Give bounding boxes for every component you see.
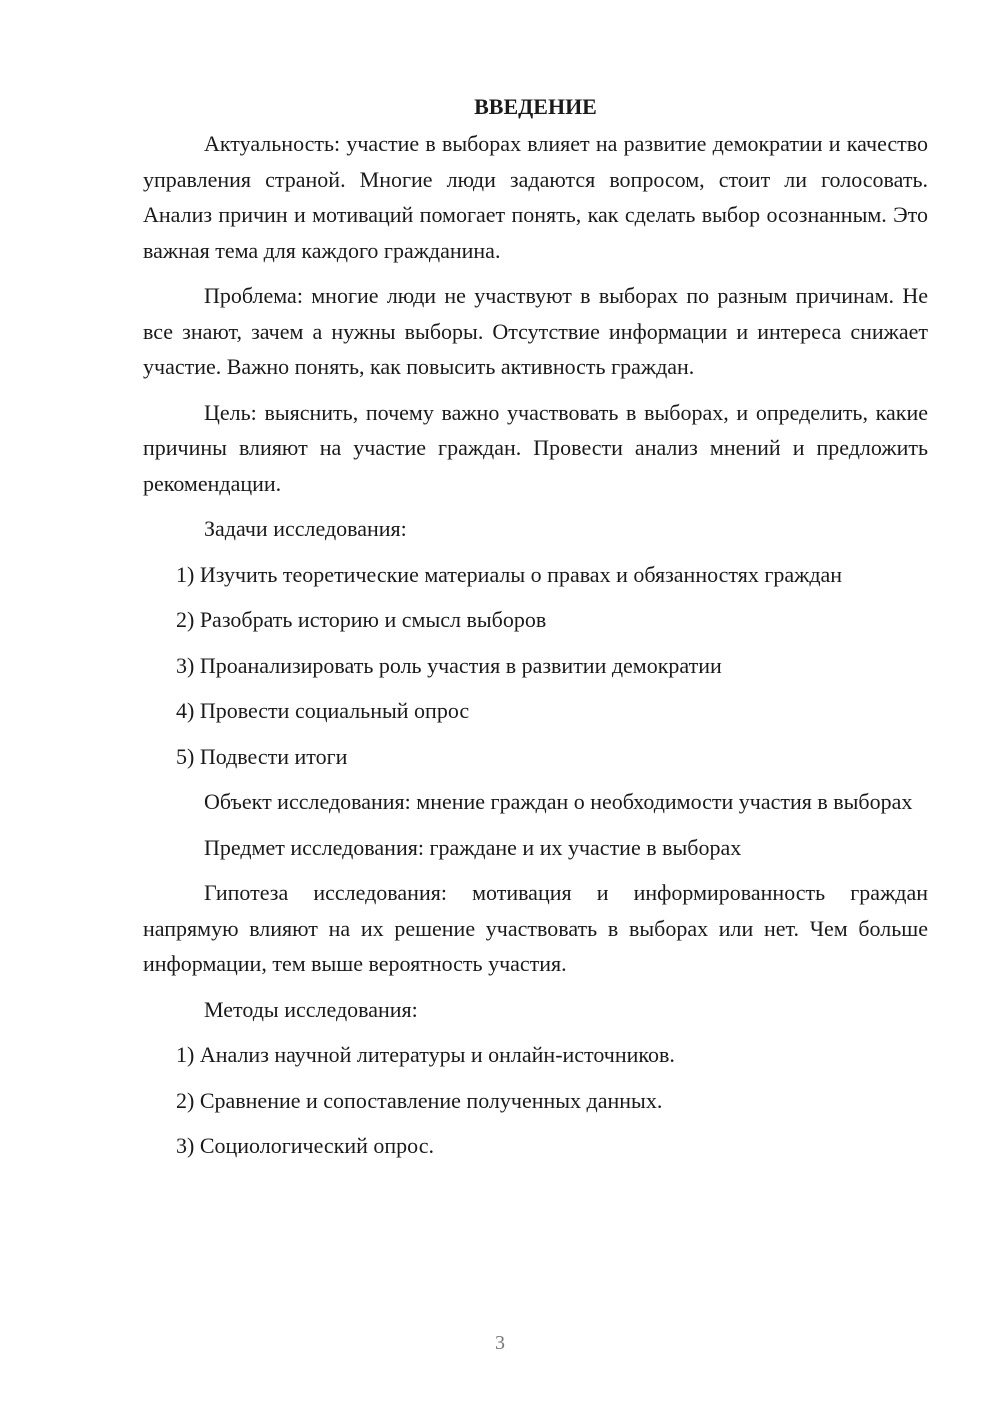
- relevance-paragraph: Актуальность: участие в выборах влияет на развитие демократии и качество управления страной. Многие люди задаются вопросом, стоит ли голосовать. Анализ причин и мотиваций помогает понять, как сделать выбор осознанным. Это важная тема для каждого гражданина.: [143, 131, 928, 263]
- document-page: [143, 92, 928, 1174]
- page-number: 3: [495, 1332, 505, 1354]
- list-item: 1) Изучить теоретические материалы о правах и обязанностях граждан: [176, 561, 843, 587]
- list-item: 3) Проанализировать роль участия в развитии демократии: [176, 652, 722, 678]
- list-item: 5) Подвести итоги: [176, 743, 348, 769]
- problem-paragraph: Проблема: многие люди не участвуют в выборах по разным причинам. Не все знают, зачем а нужны выборы. Отсутствие информации и интереса снижает участие. Важно понять, как повысить активность граждан.: [143, 283, 928, 379]
- object-paragraph: Объект исследования: мнение граждан о необходимости участия в выборах: [204, 789, 913, 814]
- tasks-list: [143, 557, 928, 775]
- tasks-heading: Задачи исследования:: [204, 516, 407, 541]
- page-title: ВВЕДЕНИЕ: [474, 94, 597, 119]
- list-item: 4) Провести социальный опрос: [176, 698, 470, 723]
- methods-list: [143, 1037, 928, 1164]
- hypothesis-paragraph: Гипотеза исследования: мотивация и информированность граждан напрямую влияют на их решение участвовать в выборах или нет. Чем больше информации, тем выше вероятность участия.: [143, 880, 928, 976]
- list-item: 3) Социологический опрос.: [176, 1133, 434, 1158]
- list-item: 2) Сравнение и сопоставление полученных данных.: [176, 1087, 663, 1113]
- list-item: 1) Анализ научной литературы и онлайн-источников.: [176, 1042, 675, 1067]
- list-item: 2) Разобрать историю и смысл выборов: [176, 607, 547, 632]
- subject-paragraph: Предмет исследования: граждане и их участие в выборах: [204, 834, 742, 860]
- goal-paragraph: Цель: выяснить, почему важно участвовать в выборах, и определить, какие причины влияют на участие граждан. Провести анализ мнений и предложить рекомендации.: [143, 399, 928, 496]
- methods-heading: Методы исследования:: [204, 996, 418, 1022]
